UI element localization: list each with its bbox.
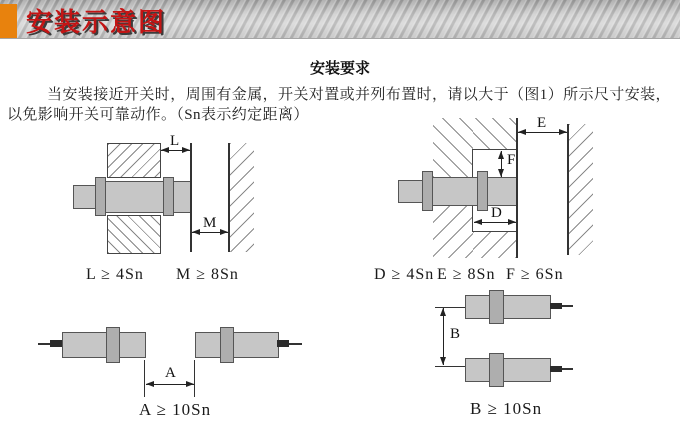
accent-block bbox=[0, 4, 17, 38]
cable-wire-right bbox=[289, 343, 302, 345]
opposite-wall-hatch bbox=[228, 143, 254, 252]
caption-a: A ≥ 10Sn bbox=[139, 400, 212, 419]
cable-wire-bottom bbox=[562, 368, 573, 370]
section-heading: 安装要求 bbox=[309, 61, 370, 77]
metal-block-upper-left-hatch bbox=[433, 118, 473, 177]
caption-e: E ≥ 8Sn bbox=[437, 266, 496, 283]
sensor-shaft bbox=[73, 185, 96, 209]
cable-gland-bottom bbox=[550, 366, 562, 372]
extension-line-right bbox=[194, 360, 195, 397]
caption-m: M ≥ 8Sn bbox=[176, 266, 239, 283]
block-face-line bbox=[516, 118, 518, 258]
cable-gland-right bbox=[277, 340, 289, 347]
paragraph-line-2: 以免影响开关可靠动作。（Sn表示约定距离） bbox=[7, 107, 309, 123]
dimension-arrow-m bbox=[192, 232, 228, 233]
dimension-label-m: M bbox=[203, 215, 217, 231]
sensor-body-bottom bbox=[465, 358, 551, 382]
dimension-label-d: D bbox=[491, 205, 502, 221]
dimension-arrow-a bbox=[146, 384, 194, 385]
sensor-shaft bbox=[398, 180, 423, 203]
mounting-nut-left bbox=[95, 177, 106, 216]
dimension-arrow-d bbox=[474, 222, 516, 223]
mounting-nut-bottom bbox=[489, 353, 504, 387]
mounting-nut-right bbox=[477, 171, 488, 211]
caption-f: F ≥ 6Sn bbox=[506, 266, 564, 283]
cable-gland-left bbox=[50, 340, 62, 347]
caption-b: B ≥ 10Sn bbox=[470, 399, 543, 418]
metal-block-upper-hatch bbox=[107, 143, 161, 178]
mounting-nut-left bbox=[106, 327, 120, 363]
cable-wire-top bbox=[562, 305, 573, 307]
metal-block-upper-right-hatch bbox=[473, 118, 517, 150]
caption-d: D ≥ 4Sn bbox=[374, 266, 435, 283]
dimension-label-a: A bbox=[165, 365, 176, 381]
metal-block-lower-hatch bbox=[107, 215, 161, 254]
cable-gland-top bbox=[550, 303, 562, 309]
sensor-body-right bbox=[195, 332, 279, 358]
dimension-label-e: E bbox=[537, 115, 547, 131]
sensor-body-top bbox=[465, 295, 551, 319]
metal-block-lower-left-hatch bbox=[433, 205, 473, 258]
sensor-body bbox=[105, 181, 192, 213]
dimension-arrow-e bbox=[518, 132, 567, 133]
dimension-label-f: F bbox=[507, 152, 516, 168]
dimension-arrow-l bbox=[161, 150, 190, 151]
mounting-nut-right bbox=[220, 327, 234, 363]
sensor-body bbox=[432, 177, 517, 206]
paragraph-line-1: 当安装接近开关时，周围有金属，开关对置或并列布置时，请以大于（图1）所示尺寸安装， bbox=[47, 87, 671, 103]
dimension-arrow-f bbox=[501, 151, 502, 177]
metal-block-lower-right-hatch bbox=[473, 232, 517, 258]
sensor-body-left bbox=[62, 332, 146, 358]
opposite-wall-hatch bbox=[567, 124, 593, 255]
dimension-label-b: B bbox=[450, 326, 461, 342]
dimension-arrow-b bbox=[443, 308, 444, 365]
mounting-nut-right bbox=[163, 177, 174, 216]
dimension-label-l: L bbox=[170, 133, 180, 149]
extension-tick-bottom bbox=[435, 366, 465, 367]
title-banner bbox=[0, 0, 680, 39]
extension-line-left bbox=[144, 360, 145, 397]
caption-l: L ≥ 4Sn bbox=[86, 266, 144, 283]
mounting-nut-top bbox=[489, 290, 504, 324]
mounting-nut-left bbox=[422, 171, 433, 211]
sensing-face-line bbox=[190, 143, 192, 252]
page-title: 安装示意图 bbox=[26, 7, 167, 37]
